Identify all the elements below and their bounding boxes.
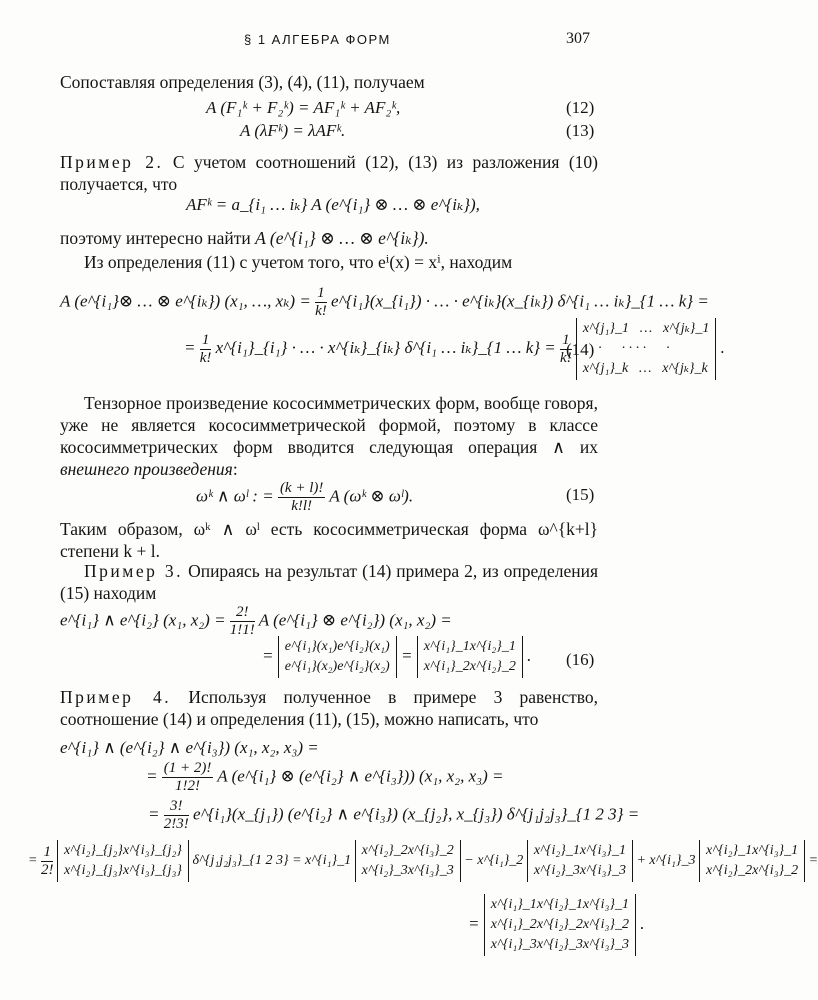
formula-fragment: x^{i₁}_{i₁} · … · x^{iₖ}_{iₖ} δ^{i₁ … iₖ}_{1 … k} = <box>215 337 556 357</box>
formula-fragment: A (ωᵏ ⊗ ωˡ). <box>329 486 414 506</box>
formula-fragment: + x^{i₁}_3 <box>636 853 696 869</box>
matrix-cell: x^{i₂}_1 <box>533 843 580 858</box>
equation-16-line-2: = e^{i₁}(x₁)e^{i₂}(x₁) e^{i₁}(x₂)e^{i₂}(x₂) = x^{i₁}_1x^{i₂}_1 x^{i₁}_2x^{i₂}_2 . <box>262 636 531 678</box>
denominator: k!l! <box>291 498 313 514</box>
matrix-row <box>491 915 629 935</box>
matrix-row <box>491 895 629 915</box>
denominator: k! <box>560 349 572 366</box>
matrix-cell: x^{i₁}_1 <box>490 897 537 912</box>
denominator: k! <box>315 303 327 319</box>
paragraph-text: С учетом соотношений (12), (13) из разложения (10) получается, что <box>60 152 599 194</box>
determinant-17b <box>355 840 461 882</box>
paragraph-text: Опираясь на результат (14) примера 2, из определения (15) находим <box>60 561 599 603</box>
matrix-cell: · <box>598 341 602 356</box>
matrix-row <box>64 841 182 861</box>
matrix-cell: x^{i₂}_2 <box>536 917 583 932</box>
formula-fragment: δ^{j₁j₂j₃}_{1 2 3} = x^{i₁}_1 <box>192 853 352 869</box>
matrix-cell: · · · · <box>621 341 647 356</box>
matrix-cell: x^{i₁}_2 <box>423 659 470 674</box>
fraction <box>164 798 189 833</box>
matrix-cell: x^{i₂}_{j₂} <box>63 843 123 858</box>
determinant-17a <box>57 840 189 882</box>
equation-number: (14) <box>566 340 595 359</box>
determinant-16b <box>417 636 523 678</box>
text-line <box>60 228 429 249</box>
text-line: Из определения (11) с учетом того, что eⁱ(x) = xⁱ, находим <box>84 252 513 272</box>
matrix-cell: x^{i₂}_1 <box>706 843 753 858</box>
equation-16-line-1 <box>60 604 452 639</box>
fraction <box>315 285 327 320</box>
matrix-cell: · <box>666 341 670 356</box>
formula-fragment: A (e^{i₁} ⊗ e^{i₂}) (x₁, x₂) = <box>258 610 452 630</box>
denominator: k! <box>199 349 212 366</box>
fraction <box>162 760 214 795</box>
matrix-row <box>534 861 626 881</box>
equation-17-line-1: e^{i₁} ∧ (e^{i₂} ∧ e^{i₃}) (x₁, x₂, x₃) = <box>60 738 319 757</box>
equation-17-line-4: = $\frac{1}{2!}$ x^{i₂}_{j₂}x^{i₃}_{j₂} x^{i₂}_{j₃}x^{i₃}_{j₃} δ^{j₁j₂j₃}_{1 2 3} = x^{i₁}_1 x^{i₂}_2x^{i₃}_2 x^{i₂}_3x^{i₃}_3 − x^{i₁}_2 x^{i₂}_1x^{i₃}_1 x^{i₂}_3x^{i₃}_3 + x^{i₁}_3 x^{i₂}_1x^{i₃}_1 x^{i₂}_2x^{i₃}_2 = <box>28 840 818 882</box>
matrix-row <box>583 339 709 359</box>
paragraph-example-2 <box>60 151 598 195</box>
formula-fragment: e^{i₁} ∧ e^{i₂} (x₁, x₂) = <box>60 610 226 630</box>
formula-fragment: ωᵏ ∧ ωˡ : = <box>196 486 274 506</box>
matrix-row <box>491 935 629 955</box>
example-label: Пример 3. <box>84 561 184 581</box>
matrix-cell: x^{i₃}_1 <box>579 843 626 858</box>
matrix-cell: x^{i₃}_1 <box>582 897 629 912</box>
matrix-cell: x^{i₂}_1 <box>536 897 583 912</box>
matrix-cell: x^{i₂}_{j₃} <box>63 863 123 878</box>
matrix-cell: e^{i₁}(x₂) <box>284 659 338 674</box>
matrix-row <box>64 861 182 881</box>
section-title: § 1 АЛГЕБРА ФОРМ <box>244 32 391 47</box>
text-fragment: поэтому интересно найти <box>60 228 251 248</box>
matrix-row <box>362 841 454 861</box>
matrix-cell: x^{i₂}_2 <box>469 659 516 674</box>
matrix-row <box>583 359 709 379</box>
numerator: 2! <box>230 604 255 622</box>
matrix-cell: e^{i₂}(x₁) <box>337 639 390 654</box>
fraction <box>230 604 255 639</box>
formula-fragment: e^{i₁}(x_{i₁}) · … · e^{iₖ}(x_{iₖ}) δ^{i₁ … iₖ}_{1 … k} = <box>330 291 709 311</box>
matrix-cell: x^{i₃}_2 <box>582 917 629 932</box>
paragraph-example-4 <box>60 686 598 730</box>
matrix-cell: x^{i₂}_2 <box>706 863 753 878</box>
page-number: 307 <box>566 30 590 47</box>
matrix-row <box>424 657 516 677</box>
determinant-17e <box>484 894 636 956</box>
matrix-cell: x^{jₖ}_1 <box>663 321 710 336</box>
matrix-row <box>362 861 454 881</box>
matrix-cell: x^{i₃}_{j₂} <box>122 843 183 858</box>
matrix-row <box>285 637 390 657</box>
formula-fragment: A (e^{i₁} ⊗ (e^{i₂} ∧ e^{i₃})) (x₁, x₂, x₃) = <box>217 766 504 786</box>
equation-number: (15) <box>566 485 595 504</box>
matrix-cell: x^{i₂}_2 <box>361 843 408 858</box>
equation-number: (13) <box>566 121 595 140</box>
equation-17-line-2: = $\frac{(1 + 2)!}{1!2!}$ A (e^{i₁} ⊗ (e^{i₂} ∧ e^{i₃})) (x₁, x₂, x₃) = <box>146 760 504 794</box>
matrix-row <box>706 841 798 861</box>
numerator: 1 <box>200 332 212 350</box>
italic-term: внешнего произведения <box>60 459 233 479</box>
numerator: 1 <box>41 844 54 862</box>
matrix-cell: x^{i₁}_2 <box>490 917 537 932</box>
text-line: Сопоставляя определения (3), (4), (11), получаем <box>60 72 425 92</box>
determinant-17d <box>699 840 805 882</box>
paragraph-example-3 <box>60 560 598 604</box>
matrix-cell: x^{i₂}_3 <box>361 863 408 878</box>
numerator: 1 <box>315 285 327 303</box>
denominator: 2! <box>40 861 54 878</box>
paragraph-text: Используя полученное в примере 3 равенство, соотношение (14) и определения (11), (15), можно написать, что <box>60 687 599 729</box>
matrix-cell: x^{i₃}_1 <box>752 843 799 858</box>
inline-formula: A (e^{i₁} ⊗ … ⊗ e^{iₖ}). <box>255 228 429 248</box>
equation-17-line-5: = x^{i₁}_1x^{i₂}_1x^{i₃}_1 x^{i₁}_2x^{i₂}_2x^{i₃}_2 x^{i₁}_3x^{i₂}_3x^{i₃}_3 . <box>468 894 644 956</box>
matrix-cell: x^{i₃}_2 <box>752 863 799 878</box>
matrix-cell: … <box>639 321 653 336</box>
matrix-cell: x^{i₃}_{j₃} <box>122 863 183 878</box>
matrix-cell: x^{i₂}_1 <box>469 639 516 654</box>
numerator: 1 <box>560 332 572 350</box>
paragraph-thus: Таким образом, ωᵏ ∧ ωˡ есть кососимметрическая форма ω^{k+l} степени k + l. <box>60 519 598 561</box>
equation-14-line-2: = $\frac{1}{k!}$ x^{i₁}_{i₁} · … · x^{iₖ}_{iₖ} δ^{i₁ … iₖ}_{1 … k} = $\frac{1}{k!}$ x^{j₁}_1 … x^{jₖ}_1 · · · · · · x^{j₁}_k … x^{jₖ}_k . <box>184 318 725 380</box>
paragraph-text: Тензорное произведение кососимметрических форм, вообще говоря, уже не является кососимметрической формой, поэтому в классе кососимметрических форм вводится следующая операция ∧ их <box>60 393 598 457</box>
paragraph-tensor: Тензорное произведение кососимметрических форм, вообще говоря, уже не является кососимметрической формой, поэтому в классе кососимметрических форм вводится следующая операция ∧ их внешнего произведения: <box>60 393 598 479</box>
matrix-cell: x^{i₃}_3 <box>407 863 454 878</box>
formula-fragment: A (e^{i₁}⊗ … ⊗ e^{iₖ}) (x₁, …, xₖ) = <box>60 291 311 311</box>
fraction <box>278 480 325 515</box>
matrix-cell: e^{i₁}(x₁) <box>284 639 338 654</box>
determinant-16a <box>278 636 397 678</box>
equation-number: (16) <box>566 650 595 669</box>
equation-14-line-1 <box>60 285 709 320</box>
example-label: Пример 4. <box>60 687 172 707</box>
denominator: 1!2! <box>175 778 201 794</box>
numerator: 3! <box>164 798 189 816</box>
denominator: 2!3! <box>163 816 189 832</box>
numerator: (1 + 2)! <box>163 760 212 776</box>
matrix-cell: x^{i₁}_3 <box>490 937 537 952</box>
matrix-cell: x^{i₃}_3 <box>579 863 626 878</box>
matrix-cell: x^{j₁}_1 <box>582 321 629 336</box>
matrix-cell: x^{i₂}_3 <box>533 863 580 878</box>
equation-17-line-3: = $\frac{3!}{2!3!}$ e^{i₁}(x_{j₁}) (e^{i₂} ∧ e^{i₃}) (x_{j₂}, x_{j₃}) δ^{j₁j₂j₃}_{1 2 3} = <box>148 798 640 832</box>
fraction <box>200 332 212 367</box>
denominator: 1!1! <box>229 622 255 638</box>
matrix-cell: x^{jₖ}_k <box>662 361 708 376</box>
matrix-cell: x^{i₃}_3 <box>582 937 629 952</box>
matrix-cell: e^{i₂}(x₂) <box>337 659 390 674</box>
matrix-row <box>534 841 626 861</box>
matrix-cell: x^{i₁}_1 <box>423 639 470 654</box>
equation-number: (12) <box>566 98 595 117</box>
formula-fragment: e^{i₁}(x_{j₁}) (e^{i₂} ∧ e^{i₃}) (x_{j₂}, x_{j₃}) δ^{j₁j₂j₃}_{1 2 3} = <box>192 804 640 824</box>
numerator: (k + l)! <box>279 480 324 496</box>
matrix-cell: x^{j₁}_k <box>582 361 629 376</box>
equation-13: A (λFᵏ) = λAFᵏ. <box>240 121 346 140</box>
matrix-cell: … <box>638 361 652 376</box>
equation-12: A (F₁ᵏ + F₂ᵏ) = AF₁ᵏ + AF₂ᵏ, <box>206 98 401 117</box>
formula-fragment: − x^{i₁}_2 <box>464 853 524 869</box>
equation-15 <box>196 480 413 515</box>
equation-afk: AFᵏ = a_{i₁ … iₖ} A (e^{i₁} ⊗ … ⊗ e^{iₖ}), <box>186 195 480 214</box>
matrix-row <box>706 861 798 881</box>
matrix-row <box>583 319 709 339</box>
matrix-cell: x^{i₂}_3 <box>536 937 583 952</box>
matrix-row <box>285 657 390 677</box>
fraction <box>41 844 54 879</box>
determinant-17c <box>527 840 633 882</box>
matrix-cell: x^{i₃}_2 <box>407 843 454 858</box>
example-label: Пример 2. <box>60 152 164 172</box>
determinant-14 <box>576 318 716 380</box>
matrix-row <box>424 637 516 657</box>
